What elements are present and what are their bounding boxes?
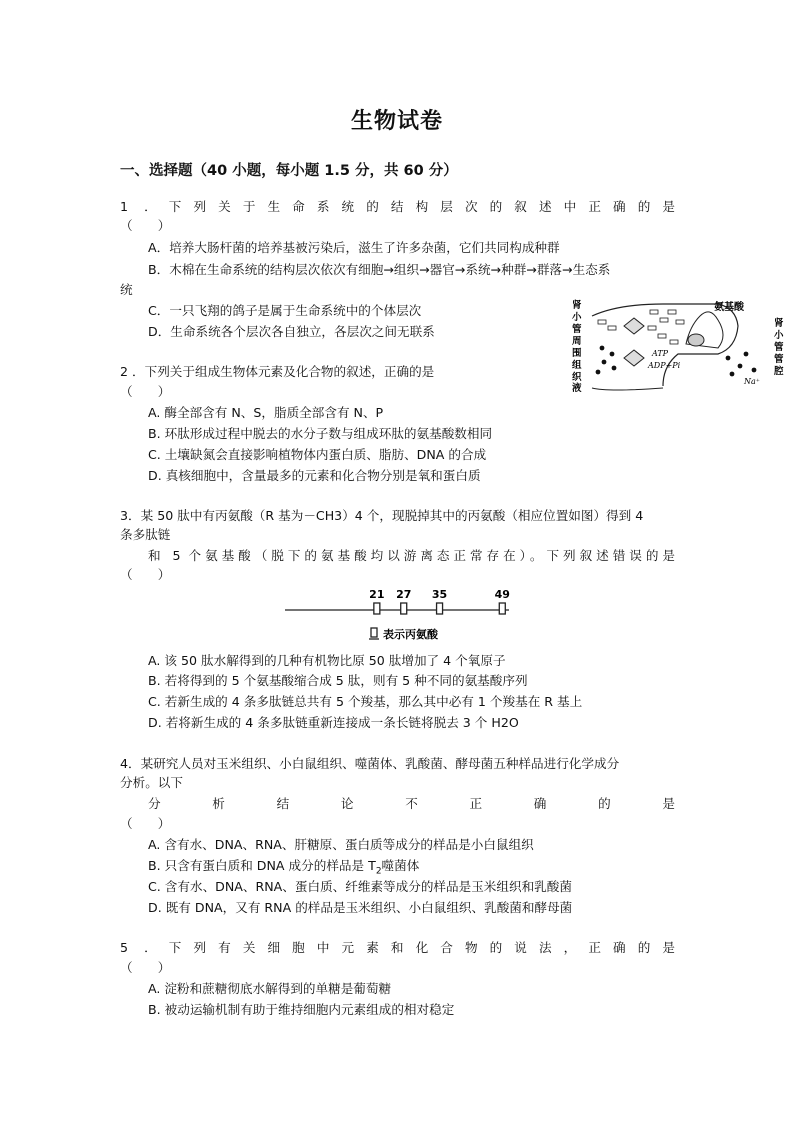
q4-option-b-text-end: 噬菌体 — [381, 858, 420, 873]
carrier-protein-2 — [624, 350, 644, 366]
q3-option-b: B. 若将得到的 5 个氨基酸缩合成 5 肽，则有 5 种不同的氨基酸序列 — [148, 673, 528, 688]
carrier-protein-1 — [624, 318, 644, 334]
svg-text:管: 管 — [774, 342, 784, 353]
q1-option-d: D．生命系统各个层次各自独立，各层次之间无联系 — [148, 324, 435, 339]
q4-option-a: A. 含有水、DNA、RNA、肝糖原、蛋白质等成分的样品是小白鼠组织 — [148, 837, 534, 852]
q4-stem-line3: 分析结论不正确的是 — [148, 796, 675, 811]
q3-option-d: D. 若将新生成的 4 条多肽链重新连接成一条长链将脱去 3 个 H2O — [148, 715, 519, 730]
q1-option-a: A．培养大肠杆菌的培养基被污染后，滋生了许多杂菌，它们共同构成种群 — [148, 240, 560, 255]
q1-stem: 1 ．下列关于生命系统的结构层次的叙述中正确的是 — [120, 199, 675, 214]
q2-option-a: A. 酶全部含有 N、S，脂质全部含有 N、P — [148, 405, 384, 420]
q3-stem-line1: 3．某 50 肽中有丙氨酸（R 基为－CH3）4 个，现脱掉其中的丙氨酸（相应位置如图）得到 4 — [120, 508, 644, 523]
q1-option-b-cont: 统 — [120, 282, 133, 297]
fig1-na-label: Na⁺ — [744, 377, 760, 386]
q4-option-b-text: B. 只含有蛋白质和 DNA 成分的样品是 T — [148, 858, 376, 873]
fig1-right-label-column — [774, 317, 784, 377]
fig1-left-label-column — [572, 299, 582, 392]
q2-stem: 2 ．下列关于组成生物体元素及化合物的叙述，正确的是 — [120, 364, 435, 379]
q1-option-c: C．一只飞翔的鸽子是属于生命系统中的个体层次 — [148, 303, 422, 318]
svg-text:肾: 肾 — [572, 300, 582, 311]
q4-stem-line1: 4．某研究人员对玉米组织、小白鼠组织、噬菌体、乳酸菌、酵母菌五种样品进行化学成分 — [120, 756, 620, 771]
q2-paren: （ ） — [120, 384, 171, 399]
q3-stem-line2: 条多肽链 — [120, 527, 171, 542]
fig1-top-label: 氨基酸 — [714, 302, 744, 313]
q2-option-b: B. 环肽形成过程中脱去的水分子数与组成环肽的氨基酸数相同 — [148, 426, 493, 441]
q5-option-b: B. 被动运输机制有助于维持细胞内元素组成的相对稳定 — [148, 1002, 455, 1017]
q4-option-b — [148, 858, 419, 880]
svg-text:小: 小 — [572, 312, 582, 323]
alanine-position-label: 21 — [369, 588, 385, 601]
q3-paren: （ ） — [120, 567, 171, 582]
q2-option-d: D. 真核细胞中，含量最多的元素和化合物分别是氧和蛋白质 — [148, 468, 481, 483]
peptide-position-diagram — [283, 588, 513, 644]
renal-tubule-diagram — [568, 296, 790, 392]
legend-alanine-box — [371, 628, 377, 637]
alanine-marker — [499, 603, 505, 614]
svg-text:腔: 腔 — [774, 366, 784, 377]
q5-stem: 5 ．下列有关细胞中元素和化合物的说法，正确的是 — [120, 940, 675, 955]
page-title: 生物试卷 — [350, 109, 443, 134]
alanine-position-label: 35 — [431, 588, 448, 601]
q3-option-a: A. 该 50 肽水解得到的几种有机物比原 50 肽增加了 4 个氧原子 — [148, 653, 506, 668]
q1-paren: （ ） — [120, 218, 171, 233]
fig1-atp-label: ATP — [652, 349, 669, 358]
svg-text:围: 围 — [572, 348, 582, 359]
alanine-position-label: 49 — [494, 588, 510, 601]
q5-paren: （ ） — [120, 960, 171, 975]
svg-text:组: 组 — [572, 360, 582, 371]
alanine-marker — [401, 603, 407, 614]
svg-text:管: 管 — [572, 324, 582, 335]
svg-text:织: 织 — [572, 372, 582, 383]
q1-option-b: B．木棉在生命系统的结构层次依次有细胞→组织→器官→系统→种群→群落→生态系 — [148, 262, 611, 277]
q2-option-c: C. 土壤缺氮会直接影响植物体内蛋白质、脂肪、DNA 的合成 — [148, 447, 487, 462]
svg-text:周: 周 — [572, 336, 582, 347]
legend-alanine-label: 表示丙氨酸 — [383, 628, 438, 641]
svg-text:液: 液 — [572, 383, 582, 392]
alanine-marker — [374, 603, 380, 614]
q4-option-d: D. 既有 DNA，又有 RNA 的样品是玉米组织、小白鼠组织、乳酸菌和酵母菌 — [148, 900, 573, 915]
q4-option-b-subscript: 2 — [375, 866, 382, 877]
q4-stem-line2: 分析。以下 — [120, 775, 183, 790]
q4-paren: （ ） — [120, 816, 171, 831]
q3-option-c: C. 若新生成的 4 条多肽链总共有 5 个羧基，那么其中必有 1 个羧基在 R 基上 — [148, 694, 583, 709]
q5-option-a: A. 淀粉和蔗糖彻底水解得到的单糖是葡萄糖 — [148, 981, 392, 996]
svg-text:管: 管 — [774, 354, 784, 365]
section-heading: 一、选择题（40 小题，每小题 1.5 分，共 60 分） — [120, 163, 458, 179]
alanine-marker — [437, 603, 443, 614]
channel-protein — [688, 334, 704, 346]
q4-option-c: C. 含有水、DNA、RNA、蛋白质、纤维素等成分的样品是玉米组织和乳酸菌 — [148, 879, 572, 894]
fig1-adp-label: ADP+Pi — [648, 361, 681, 370]
svg-text:肾: 肾 — [774, 318, 784, 329]
svg-text:小: 小 — [774, 330, 784, 341]
alanine-position-label: 27 — [396, 588, 412, 601]
q3-stem-line3: 和 5 个氨基酸（脱下的氨基酸均以游离态正常存在）。下列叙述错误的是 — [148, 548, 675, 563]
